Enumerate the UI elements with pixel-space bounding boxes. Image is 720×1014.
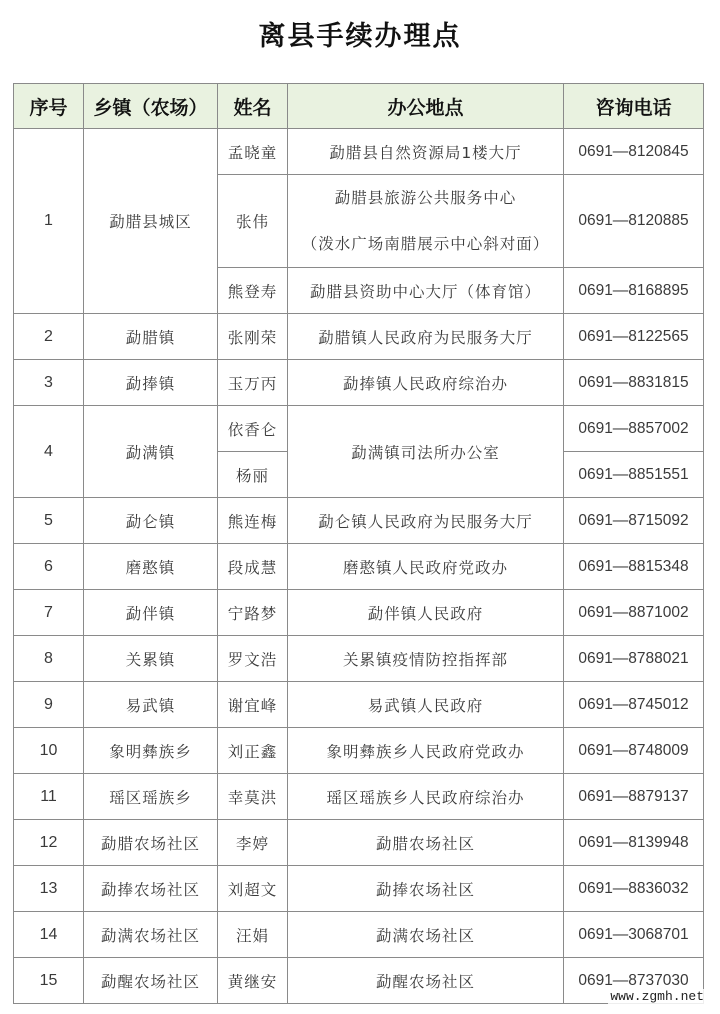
table-row xyxy=(14,912,704,958)
contact-name: 李婷 xyxy=(218,820,288,866)
row-index: 12 xyxy=(14,820,84,866)
contact-phone: 0691—8851551 xyxy=(564,452,704,498)
contact-phone: 0691—8836032 xyxy=(564,866,704,912)
contact-name: 刘正鑫 xyxy=(218,728,288,774)
office-location: 勐腊县资助中心大厅（体育馆） xyxy=(288,268,564,314)
office-location xyxy=(288,175,564,268)
office-location: 易武镇人民政府 xyxy=(288,682,564,728)
header-phone: 咨询电话 xyxy=(564,84,704,129)
row-index: 3 xyxy=(14,360,84,406)
office-location: 勐腊镇人民政府为民服务大厅 xyxy=(288,314,564,360)
contact-name: 玉万丙 xyxy=(218,360,288,406)
row-index: 7 xyxy=(14,590,84,636)
table-row xyxy=(14,820,704,866)
office-location: 关累镇疫情防控指挥部 xyxy=(288,636,564,682)
contact-phone: 0691—8745012 xyxy=(564,682,704,728)
office-location-line1: 勐腊县旅游公共服务中心 xyxy=(334,189,517,207)
office-location: 勐腊农场社区 xyxy=(288,820,564,866)
row-town: 象明彝族乡 xyxy=(84,728,218,774)
row-town: 勐捧镇 xyxy=(84,360,218,406)
contact-name: 谢宜峰 xyxy=(218,682,288,728)
contact-name: 宁路梦 xyxy=(218,590,288,636)
contact-phone: 0691—8139948 xyxy=(564,820,704,866)
contact-phone: 0691—8857002 xyxy=(564,406,704,452)
contact-name: 熊连梅 xyxy=(218,498,288,544)
table-row xyxy=(14,728,704,774)
contact-phone: 0691—8815348 xyxy=(564,544,704,590)
table-row xyxy=(14,682,704,728)
office-location: 勐满农场社区 xyxy=(288,912,564,958)
contact-phone: 0691—3068701 xyxy=(564,912,704,958)
contact-phone: 0691—8715092 xyxy=(564,498,704,544)
contact-phone: 0691—8122565 xyxy=(564,314,704,360)
row-town: 勐腊镇 xyxy=(84,314,218,360)
row-index: 2 xyxy=(14,314,84,360)
row-index: 4 xyxy=(14,406,84,498)
row-index: 15 xyxy=(14,958,84,1004)
table-row xyxy=(14,406,704,452)
office-location: 勐捧农场社区 xyxy=(288,866,564,912)
office-location: 勐伴镇人民政府 xyxy=(288,590,564,636)
office-location: 勐仑镇人民政府为民服务大厅 xyxy=(288,498,564,544)
row-index: 1 xyxy=(14,129,84,314)
table-header-row xyxy=(14,84,704,129)
row-index: 14 xyxy=(14,912,84,958)
page-title: 离县手续办理点 xyxy=(258,21,462,52)
row-town: 勐满镇 xyxy=(84,406,218,498)
row-town: 勐仑镇 xyxy=(84,498,218,544)
contact-phone: 0691—8879137 xyxy=(564,774,704,820)
contact-phone: 0691—8120845 xyxy=(564,129,704,175)
table-row xyxy=(14,360,704,406)
row-index: 13 xyxy=(14,866,84,912)
contact-phone: 0691—8168895 xyxy=(564,268,704,314)
header-index: 序号 xyxy=(14,84,84,129)
table-row xyxy=(14,590,704,636)
contact-phone: 0691—8120885 xyxy=(564,175,704,268)
row-index: 9 xyxy=(14,682,84,728)
contact-name: 杨丽 xyxy=(218,452,288,498)
contact-name: 张刚荣 xyxy=(218,314,288,360)
office-location: 勐捧镇人民政府综治办 xyxy=(288,360,564,406)
contact-name: 刘超文 xyxy=(218,866,288,912)
office-location: 勐满镇司法所办公室 xyxy=(288,406,564,498)
row-town: 勐醒农场社区 xyxy=(84,958,218,1004)
table-row xyxy=(14,314,704,360)
contact-name: 段成慧 xyxy=(218,544,288,590)
site-watermark: www.zgmh.net xyxy=(610,989,704,1004)
table-row xyxy=(14,958,704,1004)
contact-phone: 0691—8831815 xyxy=(564,360,704,406)
row-index: 10 xyxy=(14,728,84,774)
row-index: 8 xyxy=(14,636,84,682)
row-town: 勐满农场社区 xyxy=(84,912,218,958)
office-location: 象明彝族乡人民政府党政办 xyxy=(288,728,564,774)
contact-phone: 0691—8788021 xyxy=(564,636,704,682)
contact-name: 熊登寿 xyxy=(218,268,288,314)
table-row xyxy=(14,636,704,682)
contact-name: 汪娟 xyxy=(218,912,288,958)
row-town: 勐腊农场社区 xyxy=(84,820,218,866)
table-row xyxy=(14,866,704,912)
row-town: 勐腊县城区 xyxy=(84,129,218,314)
table-row xyxy=(14,774,704,820)
contact-name: 黄继安 xyxy=(218,958,288,1004)
contact-phone: 0691—8871002 xyxy=(564,590,704,636)
contact-name: 幸莫洪 xyxy=(218,774,288,820)
header-name: 姓名 xyxy=(218,84,288,129)
row-town: 勐伴镇 xyxy=(84,590,218,636)
header-location: 办公地点 xyxy=(288,84,564,129)
contact-name: 罗文浩 xyxy=(218,636,288,682)
contact-name: 张伟 xyxy=(218,175,288,268)
table-row xyxy=(14,544,704,590)
row-town: 关累镇 xyxy=(84,636,218,682)
row-town: 勐捧农场社区 xyxy=(84,866,218,912)
office-location-line2: （泼水广场南腊展示中心斜对面） xyxy=(301,235,550,253)
row-town: 易武镇 xyxy=(84,682,218,728)
row-town: 磨憨镇 xyxy=(84,544,218,590)
table-row xyxy=(14,498,704,544)
contact-name: 依香仑 xyxy=(218,406,288,452)
header-town: 乡镇（农场） xyxy=(84,84,218,129)
office-location: 瑶区瑶族乡人民政府综治办 xyxy=(288,774,564,820)
row-town: 瑶区瑶族乡 xyxy=(84,774,218,820)
row-index: 6 xyxy=(14,544,84,590)
office-location: 勐腊县自然资源局1楼大厅 xyxy=(288,129,564,175)
row-index: 5 xyxy=(14,498,84,544)
table-row xyxy=(14,129,704,175)
contact-phone: 0691—8748009 xyxy=(564,728,704,774)
contact-phone: 0691—8737030 xyxy=(564,958,704,1004)
office-location: 勐醒农场社区 xyxy=(288,958,564,1004)
row-index: 11 xyxy=(14,774,84,820)
office-table xyxy=(13,83,704,1004)
office-location: 磨憨镇人民政府党政办 xyxy=(288,544,564,590)
contact-name: 孟晓童 xyxy=(218,129,288,175)
